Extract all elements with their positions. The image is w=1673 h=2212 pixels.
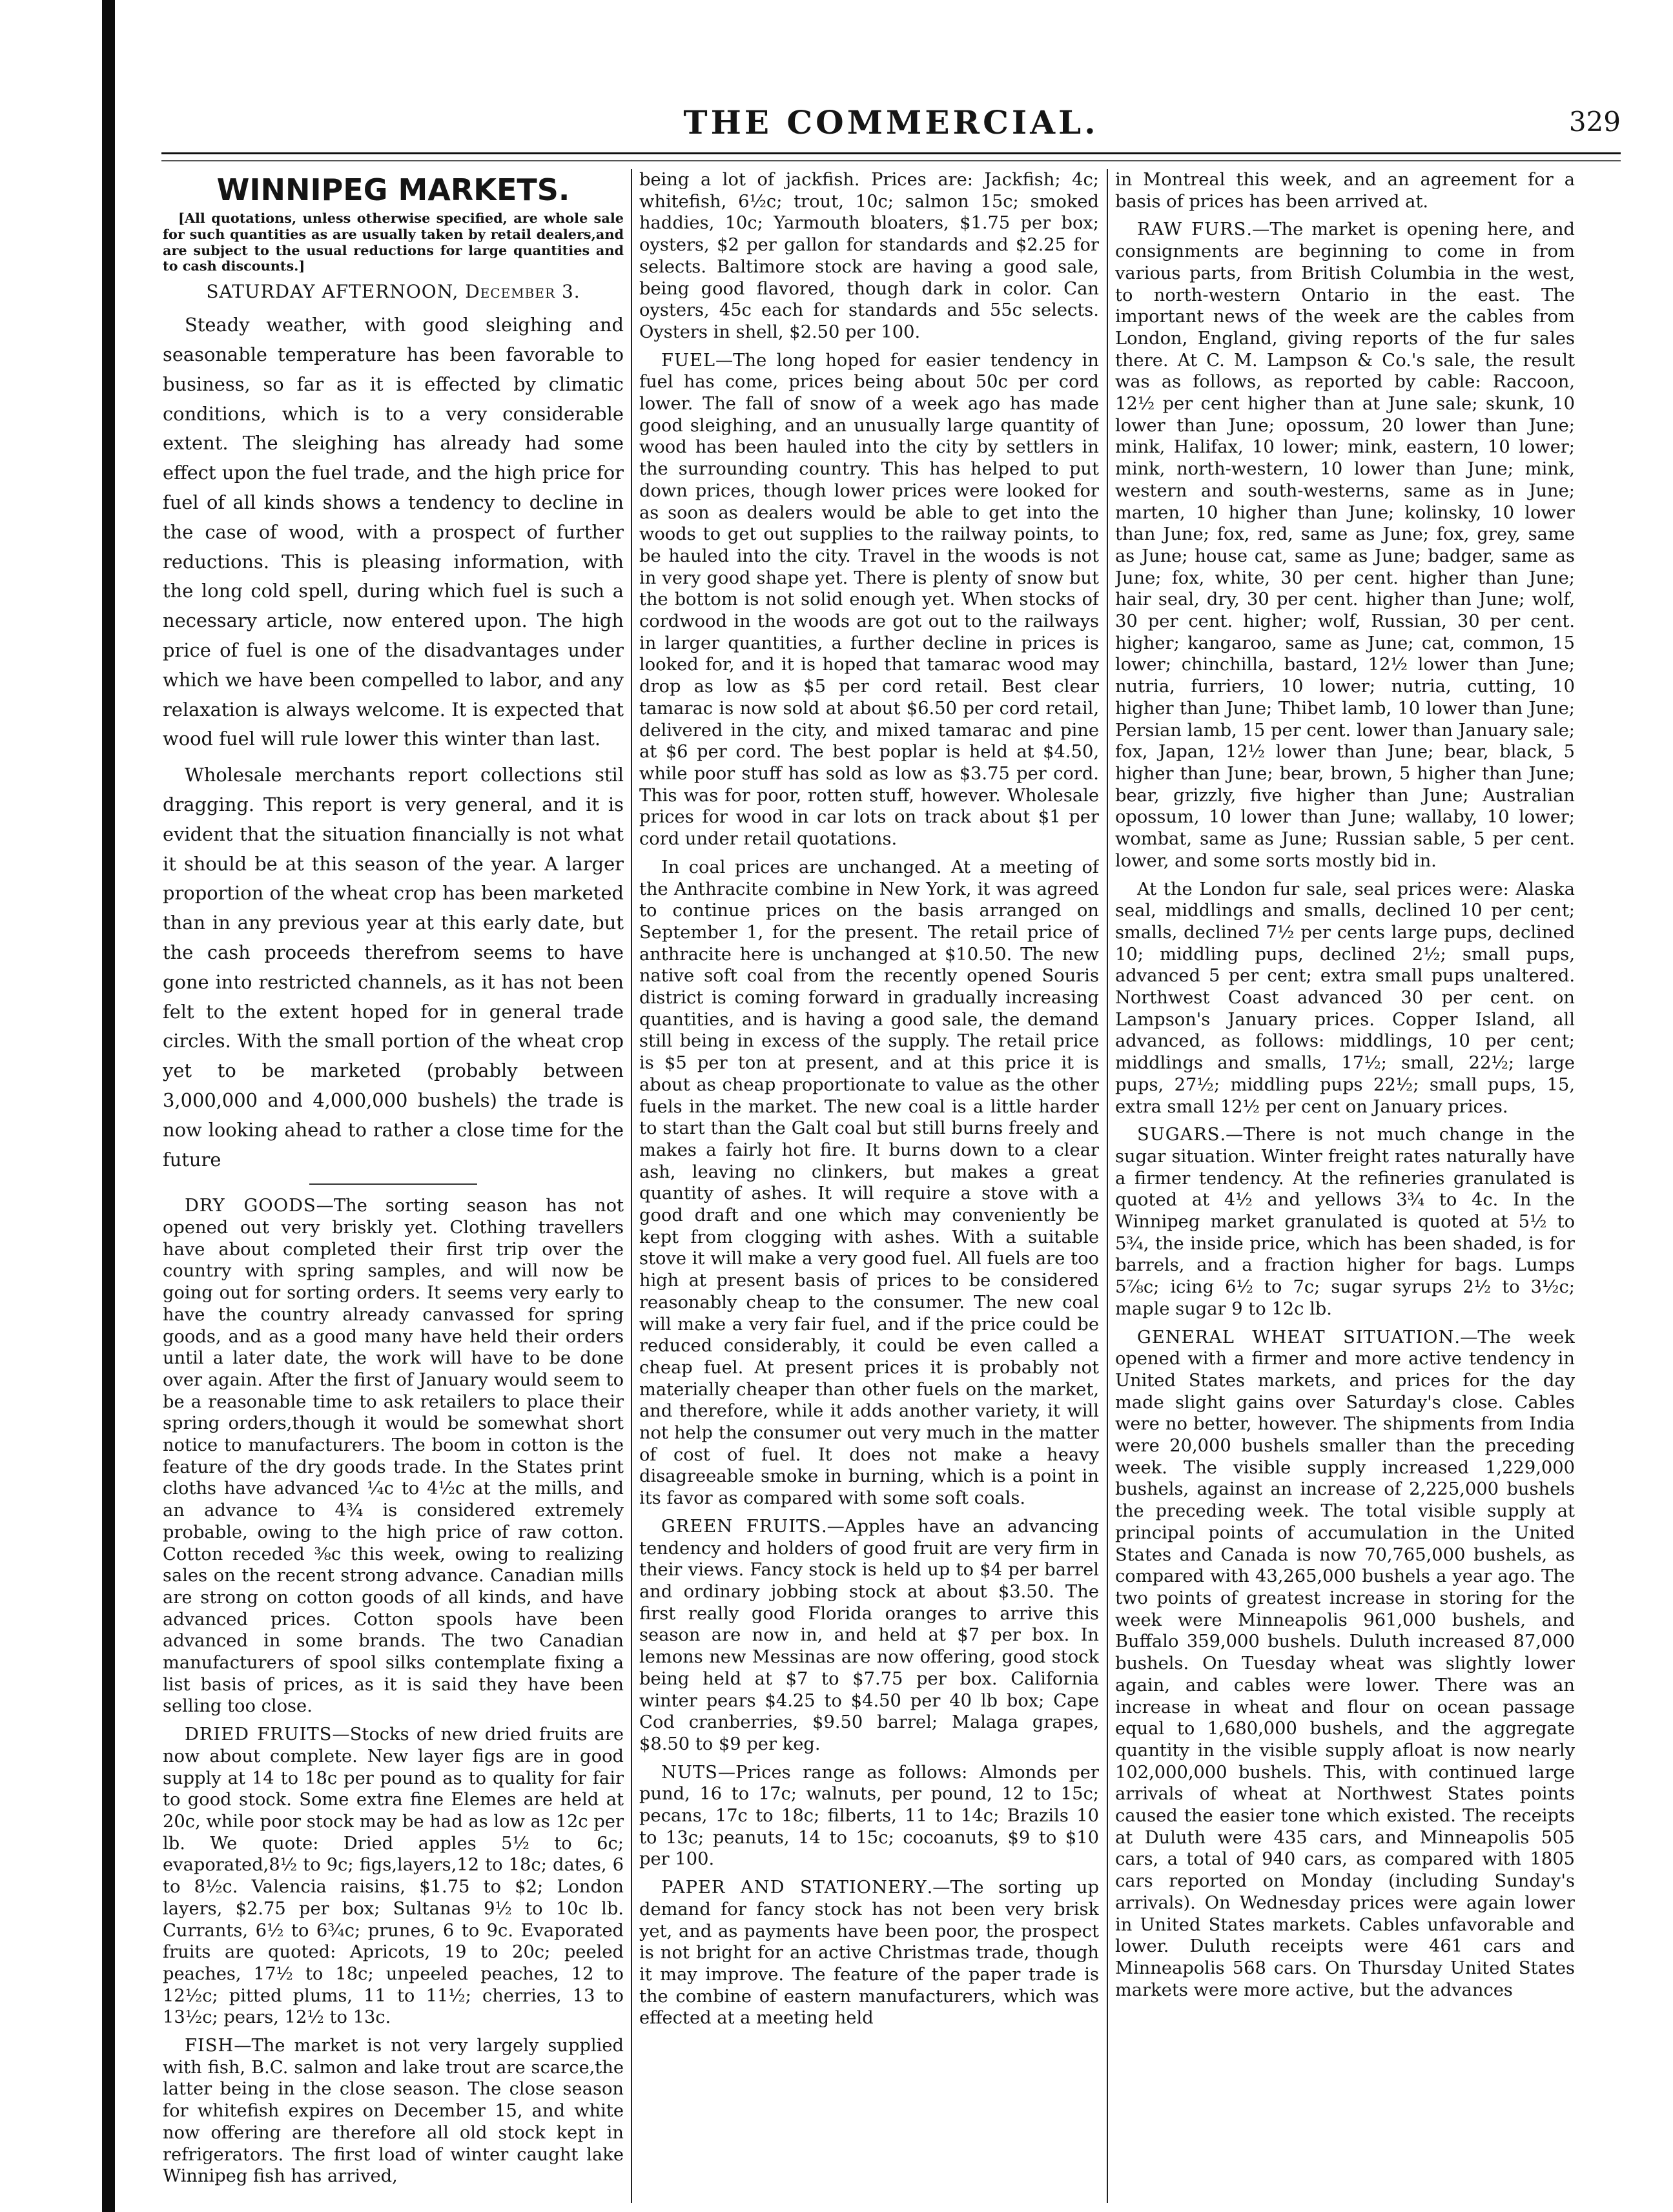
paragraph-fish-continued: being a lot of jackfish. Prices are: Jackfish; 4c; whitefish, 6½c; trout, 10c; salmon 15c; smoked haddies, 10c; Yarmouth bloaters, $1.75 per box; oysters, $2 per gallon for standards and $2.25 for selects. Baltimore stock are having a good sale, being good flavored, though dark in color. Can oysters, 45c each for standards and 55c selects. Oysters in shell, $2.50 per 100. <box>639 170 1099 342</box>
subhead: PAPER AND STATIONERY <box>661 1878 927 1898</box>
subhead: FUEL <box>661 350 715 371</box>
subhead: SUGARS <box>1137 1125 1220 1145</box>
intro-block <box>163 311 624 1174</box>
column-2 <box>639 169 1099 2203</box>
paragraph-text: .—The sorting up demand for fancy stock has not been very brisk yet, and as payments have been poor, the prospect is not bright for an active Christmas trade, though it may improve. The feature of the paper trade is the combine of eastern manufacturers, which was effected at a meeting held <box>639 1878 1099 2029</box>
paragraph-text: —The market is not very largely supplied with fish, B.C. salmon and lake trout are scarce,the latter being in the close season. The close season for whitefish expires on December 15, and white now offering are therefore all old stock kept in refrigerators. The first load of winter caught lake Winnipeg fish has arrived, <box>163 2036 624 2187</box>
paragraph: Steady weather, with good sleighing and seasonable temperature has been favorable to business, so far as it is effected by climatic conditions, which is to a very considerable extent. The sleighing has already had some effect upon the fuel trade, and the high price for fuel of all kinds shows a tendency to decline in the case of wood, with a prospect of further reductions. This is pleasing information, with the long cold spell, during which fuel is such a necessary article, now entered upon. The high price of fuel is one of the disadvantages under which we have been compelled to labor, and any relaxation is always welcome. It is expected that wood fuel will rule lower this winter than last. <box>163 314 624 750</box>
subhead: NUTS <box>661 1762 718 1783</box>
paragraph-coal: In coal prices are unchanged. At a meeting of the Anthracite combine in New York, it was agreed to continue prices on the basis arranged on September 1, for the present. The retail price of anthracite here is unchanged at $10.50. The new native soft coal from the recently opened Souris district is coming forward in gradually increasing quantities, and is having a good sale, the demand still being in excess of the supply. The retail price is $5 per ton at present, and at this price it is about as cheap proportionate to value as the other fuels in the market. The new coal is a little harder to start than the Galt coal but still burns freely and makes a fairly hot fire. It burns down to a clear ash, leaving no clinkers, but makes a great quantity of ashes. It will require a stove with a good draft and one which may conveniently be kept from clogging with ashes. With a suitable stove it will make a very good fuel. All fuels are too high at present basis of prices to be considered reasonably cheap to the consumer. The new coal will make a very fair fuel, and if the price could be reduced considerably, it could be even called a cheap fuel. At present prices it is probably not materially cheaper than other fuels on the market, and therefore, while it adds another variety, it will not help the consumer out very much in the matter of cost of fuel. It does not make a heavy disagreeable smoke in burning, which is a point in its favor as compared with some soft coals. <box>639 857 1099 1509</box>
page-number: 329 <box>1568 106 1621 138</box>
dateline: SATURDAY AFTERNOON, December 3. <box>206 281 580 303</box>
paragraph-sugars <box>1115 1124 1575 1320</box>
paragraph-text: —Prices range as follows: Almonds per pund, 16 to 17c; walnuts, per pound, 12 to 15c; pecans, 17c to 18c; filberts, 11 to 14c; Brazils 10 to 13c; peanuts, 14 to 15c; cocoanuts, $9 to $10 per 100. <box>639 1762 1099 1870</box>
paragraph: Wholesale merchants report collections stil dragging. This report is very general, and it is evident that the situation financially is not what it should be at this season of the year. A larger proportion of the wheat crop has been marketed than in any previous year at this early date, but the cash proceeds therefrom seems to have gone into restricted channels, as it has not been felt to the extent hoped for in general trade circles. With the small portion of the wheat crop yet to be marketed (probably between 3,000,000 and 4,000,000 bushels) the trade is now looking ahead to rather a close time for the future <box>163 764 624 1171</box>
column-divider <box>1107 169 1108 2203</box>
subhead: RAW FURS <box>1137 220 1247 240</box>
paragraph-text: .—The market is opening here, and consignments are beginning to come in from various parts, from British Columbia in the west, to north-western Ontario in the east. The important news of the week are the cables from London, England, giving reports of the fur sales there. At C. M. Lampson & Co.'s sale, the result was as follows, as reported by cable: Raccoon, 12½ per cent higher than at June sale; skunk, 10 lower than June; opossum, 20 lower than June; mink, Halifax, 10 lower; mink, eastern, 10 lower; mink, north-western, 10 lower than June; mink, western and south-westerns, same as in June; marten, 10 higher than June; kolinsky, 10 lower than June; fox, red, same as June; fox, grey, same as June; house cat, same as June; badger, same as June; fox, white, 30 per cent. higher than June; hair seal, dry, 30 per cent. higher than June; wolf, 30 per cent. higher; wolf, Russian, 30 per cent. higher; kangaroo, same as June; cat, common, 15 lower; chinchilla, bastard, 12½ lower than June; nutria, furriers, 10 lower; nutria, cutting, 10 higher than June; Thibet lamb, 10 lower than June; Persian lamb, 15 per cent. lower than January sale; fox, Japan, 12½ lower than June; bear, black, 5 higher than June; bear, brown, 5 higher than June; bear, grizzly, five higher than June; Australian opossum, 10 lower than June; wallaby, 10 lower; wombat, same as June; Russian sable, 5 per cent. lower, and some sorts mostly bid in. <box>1115 220 1575 871</box>
subhead: FISH <box>185 2036 234 2056</box>
header-rule-thin <box>161 160 1621 161</box>
paragraph-fuel <box>639 350 1099 850</box>
page-header <box>161 103 1621 148</box>
paragraph-nuts <box>639 1762 1099 1871</box>
binding-edge <box>102 0 115 2212</box>
quotation-note: [All quotations, unless otherwise specified, are whole sale for such quantities as are usually taken by retail dealers,and are subject to the usual reductions for large quantities and to cash discounts.] <box>163 210 624 274</box>
paragraph-fish <box>163 2035 624 2187</box>
column-divider <box>631 169 632 2203</box>
paragraph-text: —Stocks of new dried fruits are now about complete. New layer figs are in good supply at 14 to 18c per pound as to quality for fair to good stock. Some extra fine Elemes are held at 20c, while poor stock may be had as low as 12c per lb. We quote: Dried apples 5½ to 6c; evaporated,8½ to 9c; figs,layers,12 to 18c; dates, 6 to 8½c. Valencia raisins, $1.75 to $2; London layers, $2.75 per box; Sultanas 9½ to 10c lb. Currants, 6½ to 6¾c; prunes, 6 to 9c. Evaporated fruits are quoted: Apricots, 19 to 20c; peeled peaches, 17½ to 18c; unpeeled peaches, 12 to 12½c; pitted plums, 11 to 11½; cherries, 13 to 13½c; pears, 12½ to 13c. <box>163 1725 624 2028</box>
subhead: DRY GOODS <box>185 1196 316 1216</box>
masthead: THE COMMERCIAL. <box>683 103 1099 141</box>
paragraph-green-fruits <box>639 1516 1099 1756</box>
divider <box>309 1183 477 1185</box>
market-reports <box>163 1195 624 2187</box>
header-rule <box>161 152 1621 154</box>
section-heading: WINNIPEG MARKETS. <box>216 172 570 207</box>
paragraph-london-sale: At the London fur sale, seal prices were: Alaska seal, middlings and smalls, declined 10 per cent; smalls, declined 7½ per cents large pups, declined 10; middling pups, declined 2½; small pups, advanced 5 per cent; extra small pups unaltered. Northwest Coast advanced 30 per cent. on Lampson's January prices. Copper Island, all advanced, as follows: middlings, 10 per cent; middlings and smalls, 17½; small, 22½; large pups, 27½; middling pups 22½; small pups, 15, extra small 12½ per cent on January prices. <box>1115 879 1575 1117</box>
paragraph-wheat <box>1115 1327 1575 2002</box>
paragraph-paper <box>639 1877 1099 2029</box>
paragraph-dry-goods <box>163 1195 624 1717</box>
paragraph-text: .—Apples have an advancing tendency and holders of good fruit are very firm in their views. Fancy stock is held up to $4 per barrel and ordinary jobbing stock at about $3.50. The first really good Florida oranges to arrive this season are now in, and held at $7 per box. In lemons new Messinas are now offering, good stock being held at $7 to $7.75 per box. California winter pears $4.25 to $4.50 per 40 lb box; Cape Cod cranberries, $9.50 barrel; Malaga grapes, $8.50 to $9 per keg. <box>639 1516 1099 1754</box>
column-3 <box>1115 169 1575 2203</box>
paragraph-dried-fruits <box>163 1724 624 2029</box>
paragraph-text: .—There is not much change in the sugar situation. Winter freight rates naturally have a firmer tendency. At the refineries granulated is quoted at 4½ and yellows 3¾ to 4c. In the Winnipeg market granulated is quoted at 5½ to 5¾, the inside price, which has been shaded, is for barrels, and a fraction higher for bags. Lumps 5⅞c; icing 6½ to 7c; sugar syrups 2½ to 3½c; maple sugar 9 to 12c lb. <box>1115 1125 1575 1319</box>
paragraph-raw-furs <box>1115 219 1575 872</box>
subhead: GENERAL WHEAT SITUATION <box>1137 1327 1455 1347</box>
column-1 <box>163 169 624 2203</box>
paragraph-text: —The sorting season has not opened out very briskly yet. Clothing travellers have about completed their first trip over the country with spring samples, and will now be going out for sorting orders. It seems very early to have the country already canvassed for spring goods, and as a good many have held their orders until a later date, the work will have to be done over again. After the first of January would seem to be a reasonable time to ask retailers to place their spring orders,though it would be somewhat short notice to manufacturers. The boom in cotton is the feature of the dry goods trade. In the States print cloths have advanced ¼c to 4½c at the mills, and an advance to 4¾ is considered extremely probable, owing to the high price of raw cotton. Cotton receded ⅜c this week, owing to realizing sales on the recent strong advance. Canadian mills are strong on cotton goods of all kinds, and have advanced prices. Cotton spools have been advanced in some brands. The two Canadian manufacturers of spool silks contemplate fixing a list basis of prices, as it is said they have been selling too close. <box>163 1196 624 1717</box>
paragraph-paper-continued: in Montreal this week, and an agreement for a basis of prices has been arrived at. <box>1115 170 1575 212</box>
subhead: GREEN FRUITS <box>661 1516 821 1537</box>
paragraph-text: .—The week opened with a firmer and more active tendency in United States markets, and prices for the day made slight gains over Saturday's close. Cables were no better, however. The shipments from India were 20,000 bushels smaller than the preceding week. The visible supply increased 1,229,000 bushels, against an increase of 2,225,000 bushels the preceding week. The total visible supply at principal points of accumulation in the United States and Canada is now 70,765,000 bushels, as compared with 43,265,000 bushels a year ago. The two points of greatest increase in storing for the week were Minneapolis 961,000 bushels, and Buffalo 359,000 bushels. Duluth increased 87,000 bushels. On Tuesday wheat was slightly lower again, and cables were lower. There was an increase in wheat and flour on ocean passage equal to 1,680,000 bushels, and the aggregate quantity in the visible supply afloat is now nearly 102,000,000 bushels. This, with continued large arrivals of wheat at Northwest States points caused the easier tone which existed. The receipts at Duluth were 435 cars, and Minneapolis 505 cars, a total of 940 cars, as compared with 1805 cars reported on Monday (including Sunday's arrivals). On Wednesday prices were again lower in United States markets. Cables unfavorable and lower. Duluth receipts were 461 cars and Minneapolis 568 cars. On Thursday United States markets were more active, but the advances <box>1115 1327 1575 2000</box>
paragraph-text: —The long hoped for easier tendency in fuel has come, prices being about 50c per cord lower. The fall of snow of a week ago has made good sleighing, and an unusually large quantity of wood has been hauled into the city by settlers in the surrounding country. This has helped to put down prices, though lower prices were looked for as soon as dealers would be able to get into the woods to get out supplies to the railway points, to be hauled into the city. Travel in the woods is not in very good shape yet. There is plenty of snow but the bottom is not solid enough yet. When stocks of cordwood in the woods are got out to the railways in larger quantities, a further decline in prices is looked for, and it is hoped that tamarac wood may drop as low as $5 per cord retail. Best clear tamarac is now sold at about $6.50 per cord retail, delivered in the city, and mixed tamarac and pine at $6 per cord. The best poplar is held at $4.50, while poor stuff has sold as low as $3.75 per cord. This was for poor, rotten stuff, however. Wholesale prices for wood in car lots on track about $1 per cord under retail quotations. <box>639 350 1099 850</box>
subhead: DRIED FRUITS <box>185 1725 333 1745</box>
